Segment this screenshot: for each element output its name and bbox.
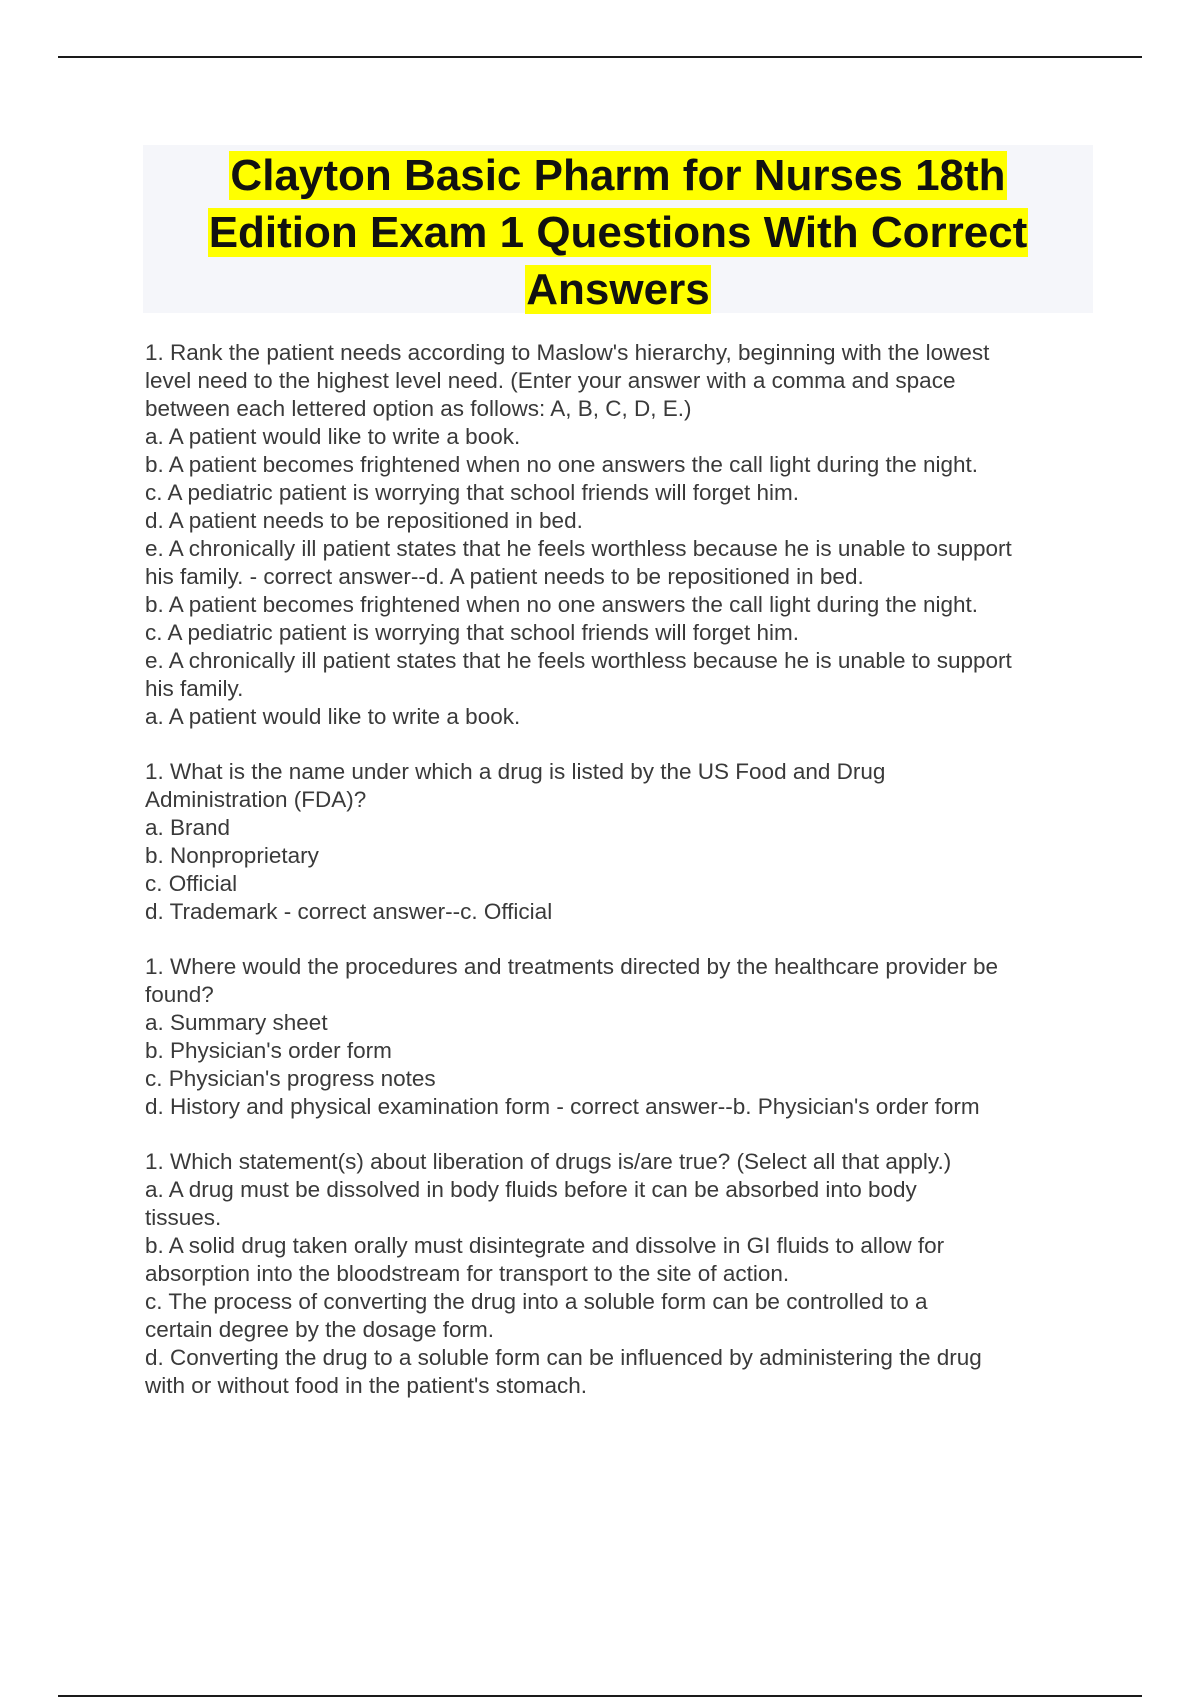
question-line: tissues. — [145, 1205, 222, 1230]
question-line: his family. — [145, 676, 244, 701]
question-line: Administration (FDA)? — [145, 787, 367, 812]
question-line: 1. Which statement(s) about liberation of drugs is/are true? (Select all that apply.) — [145, 1149, 952, 1174]
question-line: his family. - correct answer--d. A patient needs to be repositioned in bed. — [145, 564, 864, 589]
question-line: 1. Rank the patient needs according to Maslow's hierarchy, beginning with the lowest — [145, 340, 990, 365]
questions-list — [145, 339, 1090, 1427]
question-line: absorption into the bloodstream for transport to the site of action. — [145, 1261, 790, 1286]
title-banner — [143, 145, 1093, 313]
question-line: found? — [145, 982, 214, 1007]
question-line: a. Brand — [145, 815, 231, 840]
question-line: c. Official — [145, 871, 238, 896]
question-line: 1. Where would the procedures and treatments directed by the healthcare provider be — [145, 954, 998, 979]
question-line: d. Converting the drug to a soluble form can be influenced by administering the drug — [145, 1345, 982, 1370]
question-block — [145, 1148, 1090, 1400]
question-line: d. A patient needs to be repositioned in bed. — [145, 508, 583, 533]
question-line: e. A chronically ill patient states that he feels worthless because he is unable to support — [145, 536, 1012, 561]
question-block — [145, 758, 1090, 926]
question-line: between each lettered option as follows: A, B, C, D, E.) — [145, 396, 692, 421]
bottom-rule — [58, 1695, 1142, 1697]
document-title — [143, 145, 1093, 318]
question-line: c. Physician's progress notes — [145, 1066, 436, 1091]
title-line: Answers — [526, 265, 710, 314]
question-line: c. A pediatric patient is worrying that school friends will forget him. — [145, 480, 800, 505]
question-line: c. The process of converting the drug into a soluble form can be controlled to a — [145, 1289, 928, 1314]
question-line: d. Trademark - correct answer--c. Official — [145, 899, 553, 924]
question-line: c. A pediatric patient is worrying that school friends will forget him. — [145, 620, 800, 645]
question-line: a. A patient would like to write a book. — [145, 704, 521, 729]
question-line: 1. What is the name under which a drug is listed by the US Food and Drug — [145, 759, 886, 784]
question-line: d. History and physical examination form - correct answer--b. Physician's order form — [145, 1094, 980, 1119]
question-line: e. A chronically ill patient states that he feels worthless because he is unable to support — [145, 648, 1012, 673]
title-line: Edition Exam 1 Questions With Correct — [208, 208, 1028, 257]
question-line: b. A solid drug taken orally must disintegrate and dissolve in GI fluids to allow for — [145, 1233, 945, 1258]
question-line: certain degree by the dosage form. — [145, 1317, 494, 1342]
question-block — [145, 339, 1090, 731]
question-line: with or without food in the patient's stomach. — [145, 1373, 588, 1398]
question-line: a. Summary sheet — [145, 1010, 328, 1035]
top-rule — [58, 56, 1142, 58]
question-block — [145, 953, 1090, 1121]
question-line: a. A patient would like to write a book. — [145, 424, 521, 449]
title-line: Clayton Basic Pharm for Nurses 18th — [230, 151, 1006, 200]
question-line: b. A patient becomes frightened when no one answers the call light during the night. — [145, 592, 979, 617]
question-line: b. Nonproprietary — [145, 843, 319, 868]
question-line: b. A patient becomes frightened when no one answers the call light during the night. — [145, 452, 979, 477]
question-line: b. Physician's order form — [145, 1038, 392, 1063]
question-line: a. A drug must be dissolved in body fluids before it can be absorbed into body — [145, 1177, 917, 1202]
question-line: level need to the highest level need. (Enter your answer with a comma and space — [145, 368, 956, 393]
